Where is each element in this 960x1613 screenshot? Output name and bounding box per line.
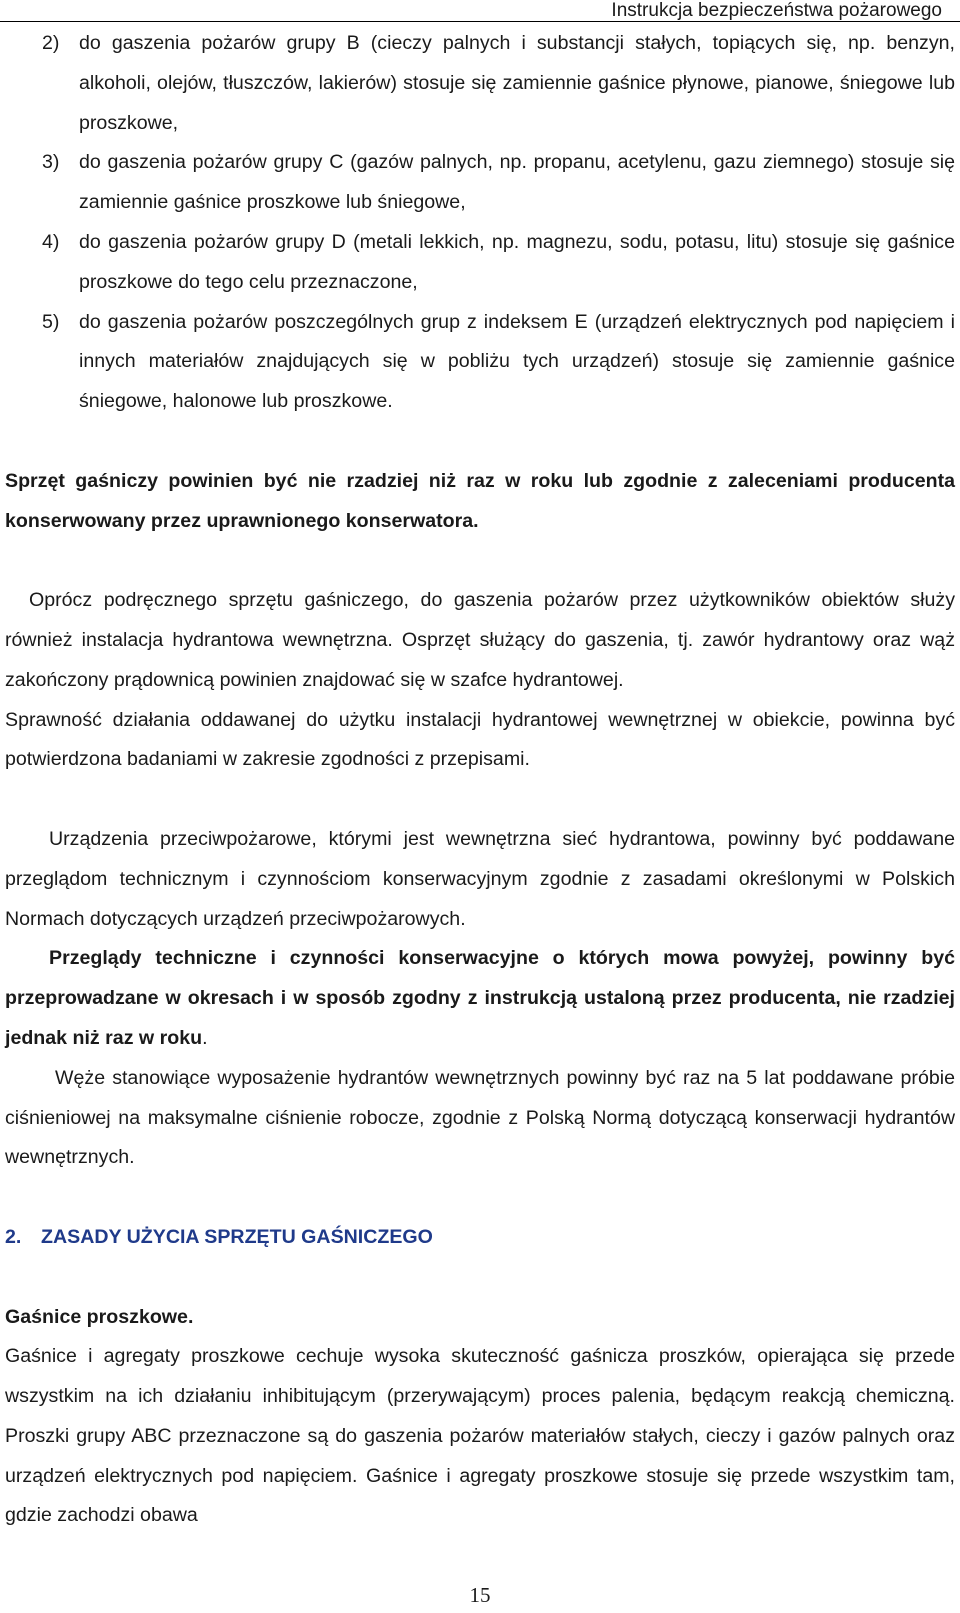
hydrant-efficiency-paragraph: Sprawność działania oddawanej do użytku instalacji hydrantowej wewnętrznej w obiekcie, powinna być potwierdzona badaniami w zakresie zgodności z przepisami. [5, 708, 955, 771]
header-title: Instrukcja bezpieczeństwa pożarowego [611, 0, 942, 21]
spacer [5, 780, 955, 820]
inspections-bold-text: Przeglądy techniczne i czynności konserwacyjne o których mowa powyżej, powinny być przeprowadzane w okresach i w sposób zgodny z instrukcją ustaloną przez producenta, nie rzadziej jednak niż raz w roku [5, 947, 955, 1049]
list-item-text: do gaszenia pożarów grupy D (metali lekkich, np. magnezu, sodu, potasu, litu) stosuje się gaśnice proszkowe do tego celu przeznaczone, [79, 230, 955, 293]
hydrant-intro-paragraph: Oprócz podręcznego sprzętu gaśniczego, do gaszenia pożarów przez użytkowników obiektów służy również instalacja hydrantowa wewnętrzna. Osprzęt służący do gaszenia, tj. zawór hydrantowy oraz wąż zakończony prądownicą powinien znajdować się w szafce hydrantowej. [5, 589, 955, 691]
maintenance-paragraph: Sprzęt gaśniczy powinien być nie rzadziej niż raz w roku lub zgodnie z zaleceniami producenta konserwowany przez uprawnionego konserwatora. [5, 469, 955, 532]
page-header [0, 0, 960, 22]
inspections-period: . [202, 1026, 208, 1049]
section-heading [5, 1218, 955, 1258]
inspections-paragraph [5, 939, 955, 1058]
list-item [5, 143, 955, 223]
list-item [5, 303, 955, 422]
list-item-text: do gaszenia pożarów grupy C (gazów palnych, np. propanu, acetylenu, gazu ziemnego) stosuje się zamiennie gaśnice proszkowe lub śniegowe, [79, 151, 955, 214]
devices-inspection-paragraph: Urządzenia przeciwpożarowe, którymi jest wewnętrzna sieć hydrantowa, powinny być poddawane przeglądom technicznym i czynnościom konserwacyjnym zgodnie z zasadami określonymi w Polskich Normach dotyczących urządzeń przeciwpożarowych. [5, 827, 955, 930]
powder-heading: Gaśnice proszkowe. [5, 1305, 194, 1328]
powder-paragraph: Gaśnice i agregaty proszkowe cechuje wysoka skuteczność gaśnicza proszków, opierająca się przede wszystkim na ich działaniu inhibitującym (przerywającym) proces palenia, będącym reakcją chemiczną. Proszki grupy ABC przeznaczone są do gaszenia pożarów materiałów stałych, cieczy i gazów palnych oraz urządzeń elektrycznych pod napięciem. Gaśnice i agregaty proszkowe stosuje się przede wszystkim tam, gdzie zachodzi obawa [5, 1345, 955, 1527]
spacer [5, 1178, 955, 1218]
page-number: 15 [469, 1583, 491, 1607]
spacer [5, 422, 955, 462]
list-item-number: 5) [42, 310, 60, 333]
list-item-number: 4) [42, 230, 60, 253]
section-number: 2. [5, 1225, 22, 1248]
section-title: ZASADY UŻYCIA SPRZĘTU GAŚNICZEGO [41, 1225, 433, 1248]
spacer [5, 1258, 955, 1298]
spacer [5, 541, 955, 581]
list-item [5, 24, 955, 143]
list-item-number: 3) [42, 151, 60, 174]
list-item [5, 223, 955, 303]
list-item-text: do gaszenia pożarów poszczególnych grup z indeksem E (urządzeń elektrycznych pod napięciem i innych materiałów znajdujących się w pobliżu tych urządzeń) stosuje się zamiennie gaśnice śniegowe, halonowe lub proszkowe. [79, 310, 955, 413]
hoses-test-paragraph: Węże stanowiące wyposażenie hydrantów wewnętrznych powinny być raz na 5 lat poddawane próbie ciśnieniowej na maksymalne ciśnienie robocze, zgodnie z Polską Normą dotyczącą konserwacji hydrantów wewnętrznych. [5, 1066, 955, 1169]
list-item-text: do gaszenia pożarów grupy B (cieczy palnych i substancji stałych, topiących się, np. benzyn, alkoholi, olejów, tłuszczów, lakierów) stosuje się zamiennie gaśnice płynowe, pianowe, śniegowe lub proszkowe, [79, 32, 955, 134]
document-body [5, 24, 955, 1536]
list-item-number: 2) [42, 32, 60, 54]
